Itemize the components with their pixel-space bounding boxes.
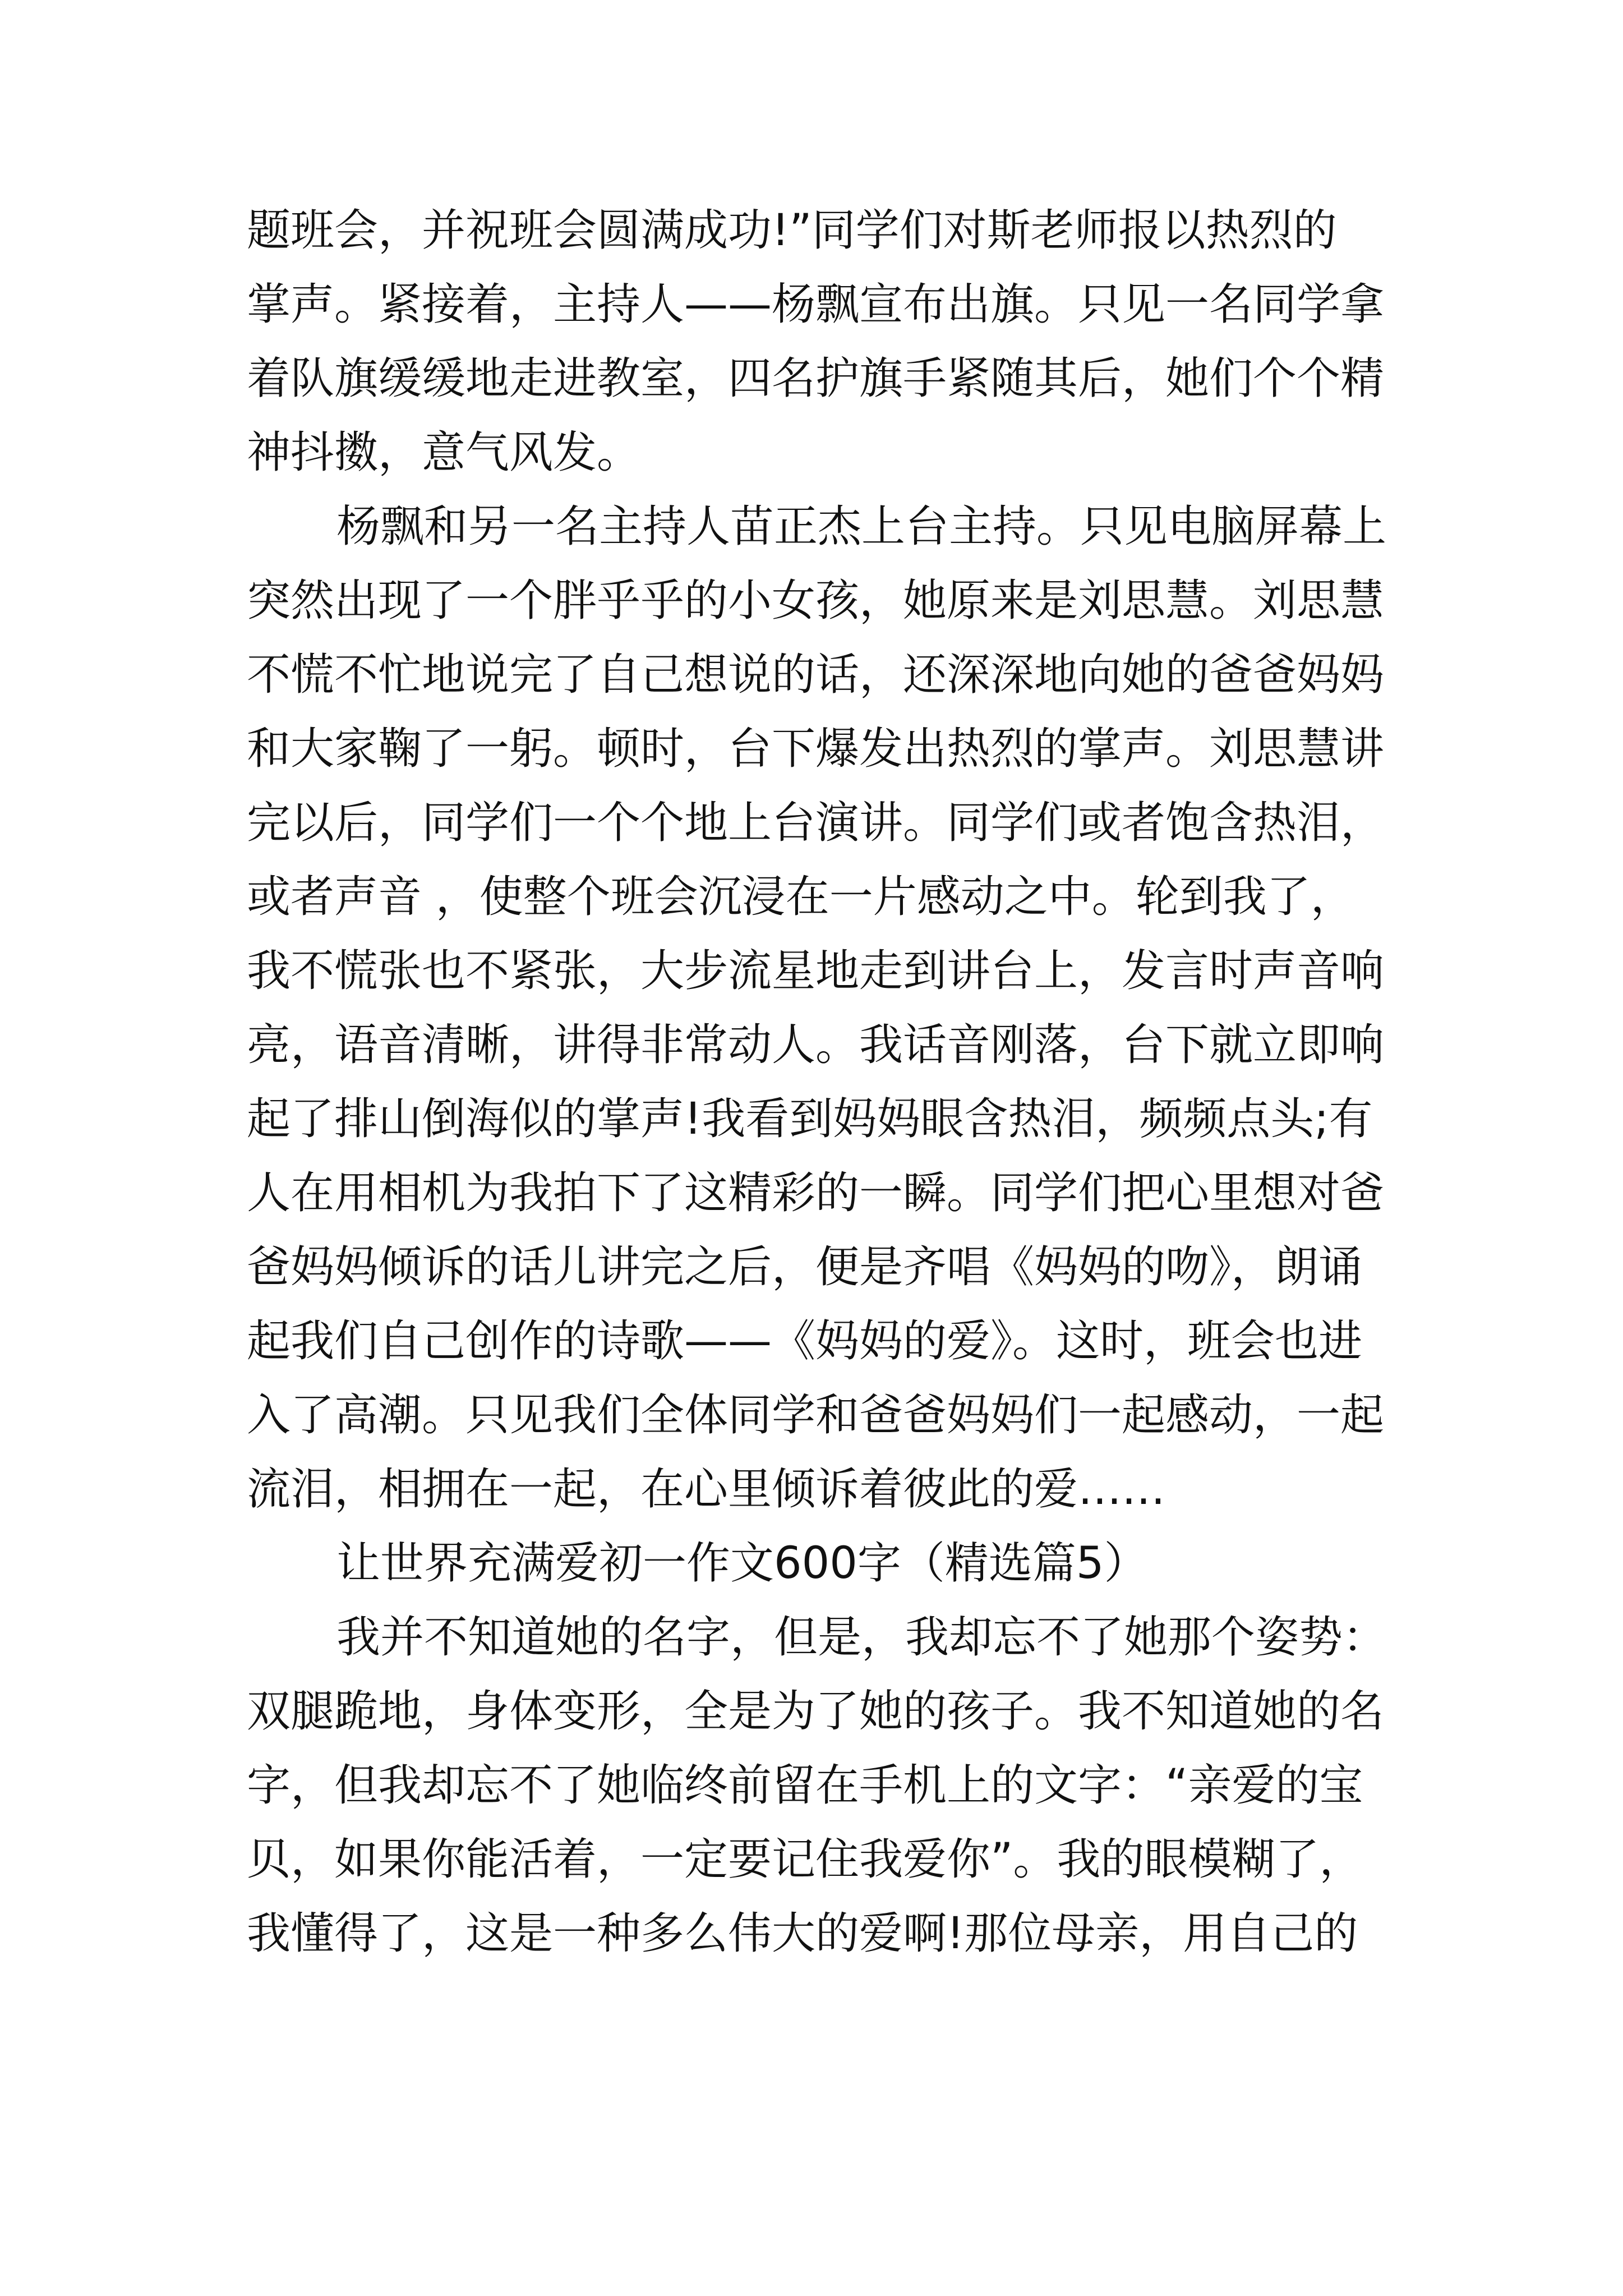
text-line: 起了排山倒海似的掌声!我看到妈妈眼含热泪，频频点头;有 xyxy=(247,1094,1373,1144)
body-text xyxy=(247,194,1388,1971)
text-line: 和大家鞠了一躬。顿时，台下爆发出热烈的掌声。刘思慧讲 xyxy=(247,724,1385,774)
text-line: 贝，如果你能活着，一定要记住我爱你”。我的眼模糊了， xyxy=(247,1834,1363,1885)
text-line: 起我们自己创作的诗歌——《妈妈的爱》。这时，班会也进 xyxy=(247,1316,1363,1366)
text-line: 字，但我却忘不了她临终前留在手机上的文字：“亲爱的宝 xyxy=(247,1760,1363,1811)
text-line: 人在用相机为我拍下了这精彩的一瞬。同学们把心里想对爸 xyxy=(247,1168,1385,1218)
text-line: 流泪，相拥在一起，在心里倾诉着彼此的爱…… xyxy=(247,1464,1166,1515)
text-line: 神抖擞，意气风发。 xyxy=(247,427,641,478)
text-line: 我懂得了，这是一种多么伟大的爱啊!那位母亲，用自己的 xyxy=(247,1908,1358,1959)
text-line: 爸妈妈倾诉的话儿讲完之后，便是齐唱《妈妈的吻》，朗诵 xyxy=(247,1242,1363,1292)
text-line: 或者声音 ，使整个班会沉浸在一片感动之中。轮到我了， xyxy=(247,872,1354,922)
paragraph-start-line: 我并不知道她的名字，但是，我却忘不了她那个姿势： xyxy=(336,1612,1387,1663)
text-line: 我不慌张也不紧张，大步流星地走到讲台上，发言时声音响 xyxy=(247,946,1385,996)
text-line: 亮，语音清晰，讲得非常动人。我话音刚落，台下就立即响 xyxy=(247,1020,1385,1070)
text-line: 着队旗缓缓地走进教室，四名护旗手紧随其后，她们个个精 xyxy=(247,353,1385,404)
section-heading: 让世界充满爱初一作文600字（精选篇5） xyxy=(336,1538,1148,1589)
text-line: 完以后，同学们一个个地上台演讲。同学们或者饱含热泪， xyxy=(247,798,1385,848)
text-line: 双腿跪地，身体变形，全是为了她的孩子。我不知道她的名 xyxy=(247,1686,1385,1737)
text-line: 掌声。紧接着，主持人——杨飘宣布出旗。只见一名同学拿 xyxy=(247,279,1385,330)
paragraph-start-line: 杨飘和另一名主持人苗正杰上台主持。只见电脑屏幕上 xyxy=(336,501,1387,552)
text-line: 不慌不忙地说完了自己想说的话，还深深地向她的爸爸妈妈 xyxy=(247,650,1385,700)
text-line: 题班会，并祝班会圆满成功!”同学们对斯老师报以热烈的 xyxy=(247,205,1337,256)
text-line: 突然出现了一个胖乎乎的小女孩，她原来是刘思慧。刘思慧 xyxy=(247,576,1385,626)
text-line: 入了高潮。只见我们全体同学和爸爸妈妈们一起感动，一起 xyxy=(247,1390,1385,1441)
